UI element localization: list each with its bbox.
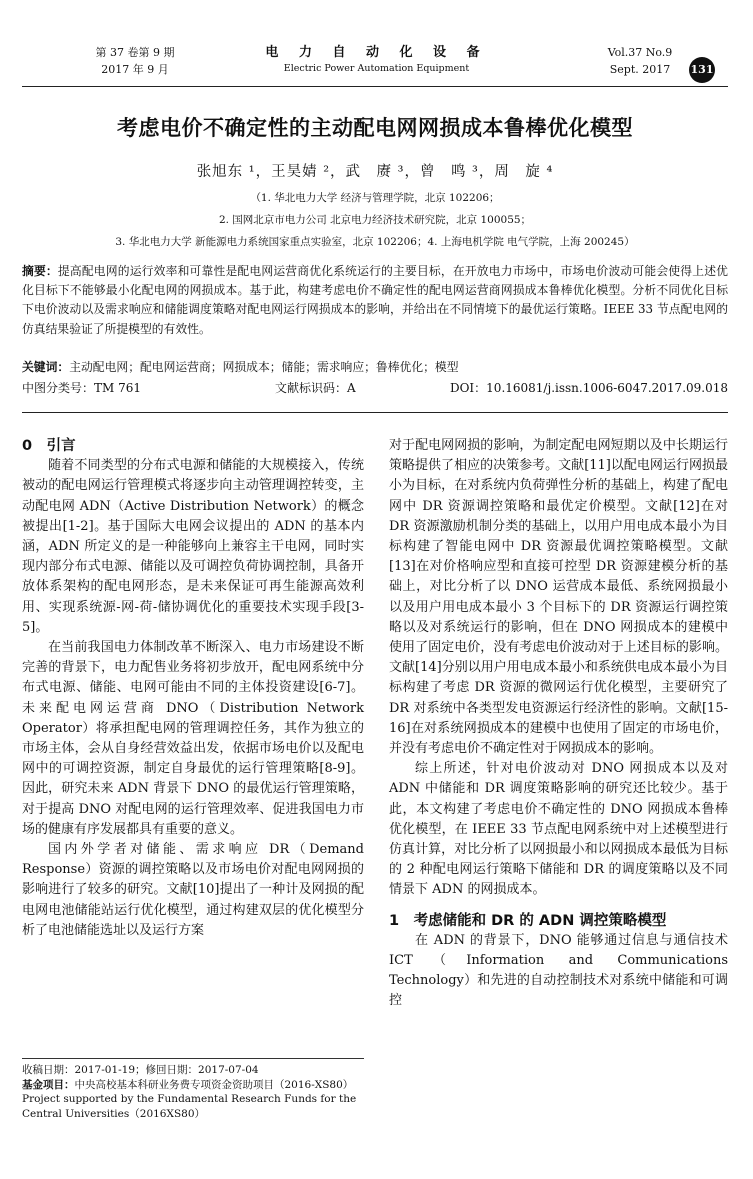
journal-name-en: Electric Power Automation Equipment <box>283 63 470 74</box>
keywords-text: 主动配电网；配电网运营商；网损成本；储能；需求响应；鲁棒优化；模型 <box>69 360 459 374</box>
fund-label: 基金项目： <box>22 1078 75 1091</box>
paragraph: 综上所述，针对电价波动对 DNO 网损成本以及对 ADN 中储能和 DR 调度策略影响的研究还比较少。基于此，本文构建了考虑电价不确定性的 DNO 网损成本鲁棒优化模型，在 IEEE 33 节点配电网系统中对上述模型进行仿真计算，对比分析了以网损最小和以网损成本最低为目标的 2 种配电网运行策略下储能和 DR 的调度策略以及不同情景下 ADN 的网损成本。 <box>389 761 728 898</box>
volume-en: Vol.37 No.9 <box>607 46 673 59</box>
paper-title: 考虑电价不确定性的主动配电网网损成本鲁棒优化模型 <box>117 115 633 140</box>
author-list: 张旭东 ¹，王昊婧 ²，武 赓 ³，曾 鸣 ³，周 旋 ⁴ <box>196 164 554 180</box>
journal-name-cn: 电 力 自 动 化 设 备 <box>265 45 488 60</box>
header-rule <box>22 86 728 87</box>
footnote <box>22 1063 364 1121</box>
affiliation-3: 3. 华北电力大学 新能源电力系统国家重点实验室，北京 102206；4. 上海电机学院 电气学院，上海 200245） <box>115 236 635 248</box>
fund-info <box>22 1078 364 1093</box>
doi: DOI：10.16081/j.issn.1006-6047.2017.09.018 <box>449 381 728 395</box>
abstract-text: 提高配电网的运行效率和可靠性是配电网运营商优化系统运行的主要目标，在开放电力市场中，市场电价波动可能会使得上述优化目标下不能够最小化配电网的网损成本。基于此，构建考虑电价不确定性的配电网运营商网损成本鲁棒优化模型。分析不同优化目标下电价波动以及需求响应和储能调度策略对配电网运行网损成本的影响，并给出在不同情境下的最优运行策略。IEEE 33 节点配电网的仿真结果验证了所提模型的有效性。 <box>22 264 728 336</box>
paragraph: 对于配电网网损的影响，为制定配电网短期以及中长期运行策略提供了相应的决策参考。文献[11]以配电网运行网损最小为目标，在对系统内负荷弹性分析的基础上，构建了配电网中 DR 资源调控策略和最优定价模型。文献[12]在对 DR 资源激励机制分类的基础上，以用户用电成本最小为目标构建了智能电网中 DR 资源最优调控策略模型。文献[13]在对价格响应型和直接可控型 DR 资源建模分析的基础上，对比分析了以 DNO 运营成本最低、系统网损最小以及用户用电成本最小 3 个目标下的 DR 资源运行调控策略以及对系统运行的影响，但在 DNO 网损成本的建模中使用了固定电价，没有考虑电价波动对于上述目标的影响。文献[14]分别以用户用电成本最小和系统供电成本最小为目标构建了考虑 DR 资源的微网运行优化模型，主要研究了 DR 对系统中各类型发电资源运行经济性的影响。文献[15-16]在对系统网损成本的建模中也使用了固定的市场电价，并没有考虑电价不确定性对于网损成本的影响。 <box>389 438 728 757</box>
received-date: 收稿日期：2017-01-19；修回日期：2017-07-04 <box>22 1064 259 1076</box>
date-en: Sept. 2017 <box>609 63 671 76</box>
document-code: 文献标识码：A <box>275 381 356 395</box>
footnote-rule <box>22 1058 364 1059</box>
clc-number: 中图分类号：TM 761 <box>22 381 142 395</box>
page-number-badge: 131 <box>689 57 715 83</box>
abstract-label: 摘要： <box>22 264 58 278</box>
affiliation-2: 2. 国网北京市电力公司 北京电力经济技术研究院，北京 100055； <box>218 214 532 226</box>
section-1-heading: 1 考虑储能和 DR 的 ADN 调控策略模型 <box>389 912 667 929</box>
date-cn: 2017 年 9 月 <box>101 63 169 76</box>
header-volume-en <box>590 44 690 78</box>
running-header <box>0 0 753 90</box>
fund-cn: 中央高校基本科研业务费专项资金资助项目（2016-XS80） <box>74 1078 354 1091</box>
affiliation-1: （1. 华北电力大学 经济与管理学院，北京 102206； <box>250 192 500 204</box>
paragraph: 国内外学者对储能、需求响应 DR（Demand Response）资源的调控策略以及市场电价对配电网网损的影响进行了较多的研究。文献[10]提出了一种计及网损的配电网电池储能站运行优化模型，通过构建双层的优化模型分析了电池储能选址以及运行方案 <box>22 842 364 938</box>
keywords-label: 关键词： <box>22 360 70 374</box>
section-0-heading: 0 引言 <box>22 438 76 454</box>
keywords <box>22 358 728 377</box>
paragraph: 在当前我国电力体制改革不断深入、电力市场建设不断完善的背景下，电力配售业务将初步放开，配电网系统中分布式电源、储能、电网可能由不同的主体投资建设[6-7]。未来配电网运营商 DNO（Distribution Network Operator）将承担配电网的管理调控任务，其作为独立的市场主体，会从自身经营效益出发，依据市场电价以及配电网中的可调控资源，制定自身最优的运行管理策略[8-9]。因此，研究未来 ADN 背景下 DNO 的最优运行管理策略，对于提高 DNO 对配电网的运行管理效率、促进我国电力市场的健康有序发展都具有重要的意义。 <box>22 640 364 837</box>
volume-cn: 第 37 卷第 9 期 <box>95 46 175 59</box>
fund-en: Project supported by the Fundamental Research Funds for the Central Universities（2016XS80） <box>22 1093 357 1120</box>
abstract <box>22 262 728 339</box>
paragraph: 在 ADN 的背景下，DNO 能够通过信息与通信技术 ICT（Information and Communications Technology）和先进的自动控制技术对系统中储能和可调控 <box>389 932 728 1009</box>
right-column <box>389 436 728 1012</box>
abstract-rule <box>22 412 728 413</box>
left-column <box>22 436 364 941</box>
paragraph: 随着不同类型的分布式电源和储能的大规模接入，传统被动的配电网运行管理模式将逐步向主动管理调控转变，主动配电网 ADN（Active Distribution Network）的概念被提出[1-2]。基于国际大电网会议提出的 ADN 的基本内涵，ADN 所定义的是一种能够向上兼容主干电网，同时实现内部分布式电源、储能以及可调控负荷协调控制，具备开放体系架构的配电网形态，是未来保证可再生能源高效利用、实现系统源-网-荷-储协调优化的重要技术实现手段[3-5]。 <box>22 458 364 635</box>
